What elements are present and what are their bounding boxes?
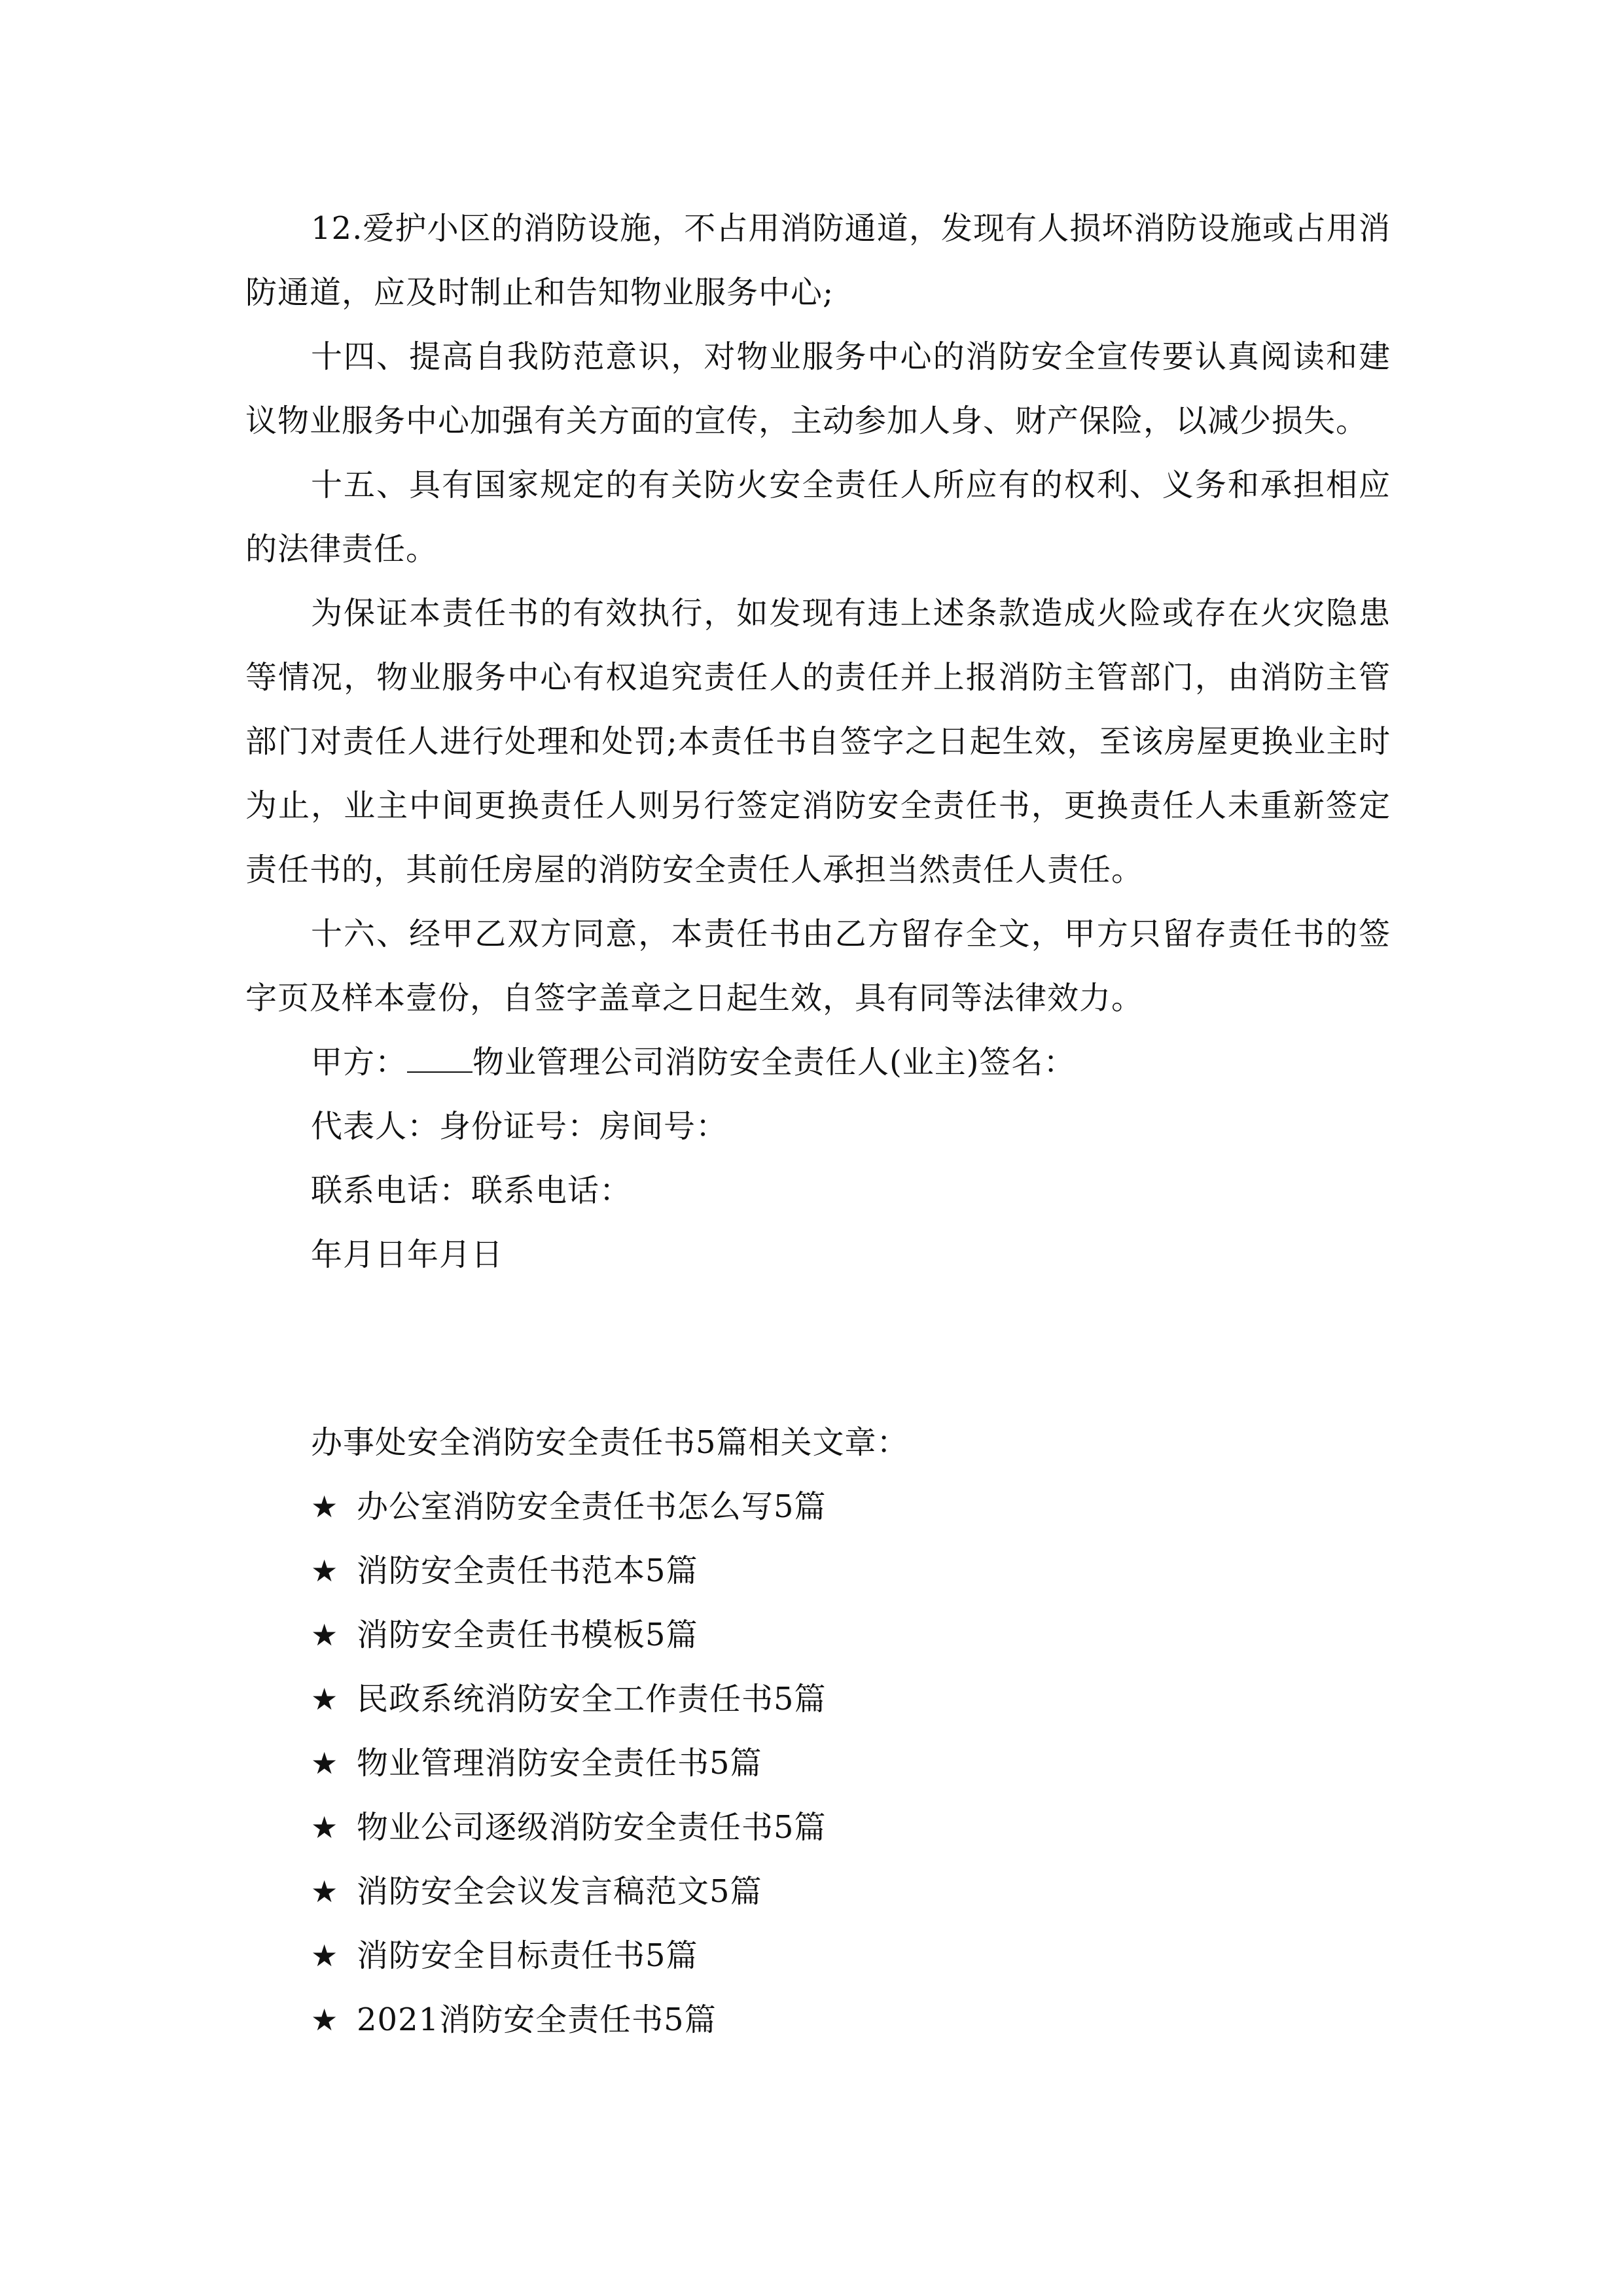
- related-articles-title: 办事处安全消防安全责任书5篇相关文章：: [311, 1424, 909, 1461]
- star-icon: ★: [311, 1489, 339, 1524]
- paragraph-clause-16: 十六、经甲乙双方同意，本责任书由乙方留存全文，甲方只留存责任书的签字页及样本壹份，自签字盖章之日起生效，具有同等法律效力。: [245, 916, 1391, 1016]
- related-article-link[interactable]: [311, 1539, 1391, 1603]
- star-icon: ★: [311, 1553, 339, 1588]
- document-body: [245, 196, 1391, 1287]
- related-article-link[interactable]: [311, 1924, 1391, 1988]
- related-article-title: 消防安全会议发言稿范文5篇: [357, 1873, 762, 1910]
- signature-phone: 联系电话：联系电话：: [311, 1172, 632, 1209]
- signature-representative: 代表人：身份证号：房间号：: [311, 1108, 728, 1145]
- related-article-title: 消防安全责任书模板5篇: [357, 1617, 698, 1653]
- signature-date: 年月日年月日: [311, 1236, 504, 1273]
- party-a-prefix: 甲方：: [311, 1044, 408, 1081]
- related-article-title: 消防安全目标责任书5篇: [357, 1937, 698, 1974]
- related-article-link[interactable]: [311, 1667, 1391, 1731]
- related-articles-list: [311, 1475, 1391, 2052]
- related-article-title: 办公室消防安全责任书怎么写5篇: [357, 1488, 827, 1525]
- related-article-link[interactable]: [311, 1795, 1391, 1859]
- star-icon: ★: [311, 1746, 339, 1781]
- related-article-title: 消防安全责任书范本5篇: [357, 1552, 698, 1589]
- star-icon: ★: [311, 1874, 339, 1909]
- star-icon: ★: [311, 1810, 339, 1845]
- paragraph-item-12: 12.爱护小区的消防设施，不占用消防通道，发现有人损坏消防设施或占用消防通道，应及时制止和告知物业服务中心;: [245, 210, 1391, 311]
- paragraph-enforcement: 为保证本责任书的有效执行，如发现有违上述条款造成火险或存在火灾隐患等情况，物业服务中心有权追究责任人的责任并上报消防主管部门，由消防主管部门对责任人进行处理和处罚;本责任书自签字之日起生效，至该房屋更换业主时为止，业主中间更换责任人则另行签定消防安全责任书，更换责任人未重新签定责任书的，其前任房屋的消防安全责任人承担当然责任人责任。: [245, 595, 1391, 888]
- star-icon: ★: [311, 1938, 339, 1973]
- signature-party-a: [245, 1030, 1391, 1094]
- related-article-title: 物业公司逐级消防安全责任书5篇: [357, 1809, 827, 1846]
- star-icon: ★: [311, 1681, 339, 1717]
- star-icon: ★: [311, 2002, 339, 2037]
- related-article-link[interactable]: [311, 1475, 1391, 1539]
- paragraph-clause-15: 十五、具有国家规定的有关防火安全责任人所应有的权利、义务和承担相应的法律责任。: [245, 467, 1391, 567]
- related-article-link[interactable]: [311, 1603, 1391, 1667]
- related-article-link[interactable]: [311, 1988, 1391, 2052]
- related-article-title: 2021消防安全责任书5篇: [357, 2001, 717, 2038]
- related-article-link[interactable]: [311, 1859, 1391, 1924]
- related-article-title: 物业管理消防安全责任书5篇: [357, 1745, 762, 1782]
- related-article-title: 民政系统消防安全工作责任书5篇: [357, 1681, 827, 1717]
- party-a-blank: [407, 1045, 473, 1073]
- related-articles: [311, 1410, 1391, 2052]
- star-icon: ★: [311, 1617, 339, 1653]
- related-article-link[interactable]: [311, 1731, 1391, 1795]
- party-a-suffix: 物业管理公司消防安全责任人(业主)签名：: [473, 1044, 1076, 1081]
- paragraph-clause-14: 十四、提高自我防范意识，对物业服务中心的消防安全宣传要认真阅读和建议物业服务中心加强有关方面的宣传，主动参加人身、财产保险，以减少损失。: [245, 338, 1391, 439]
